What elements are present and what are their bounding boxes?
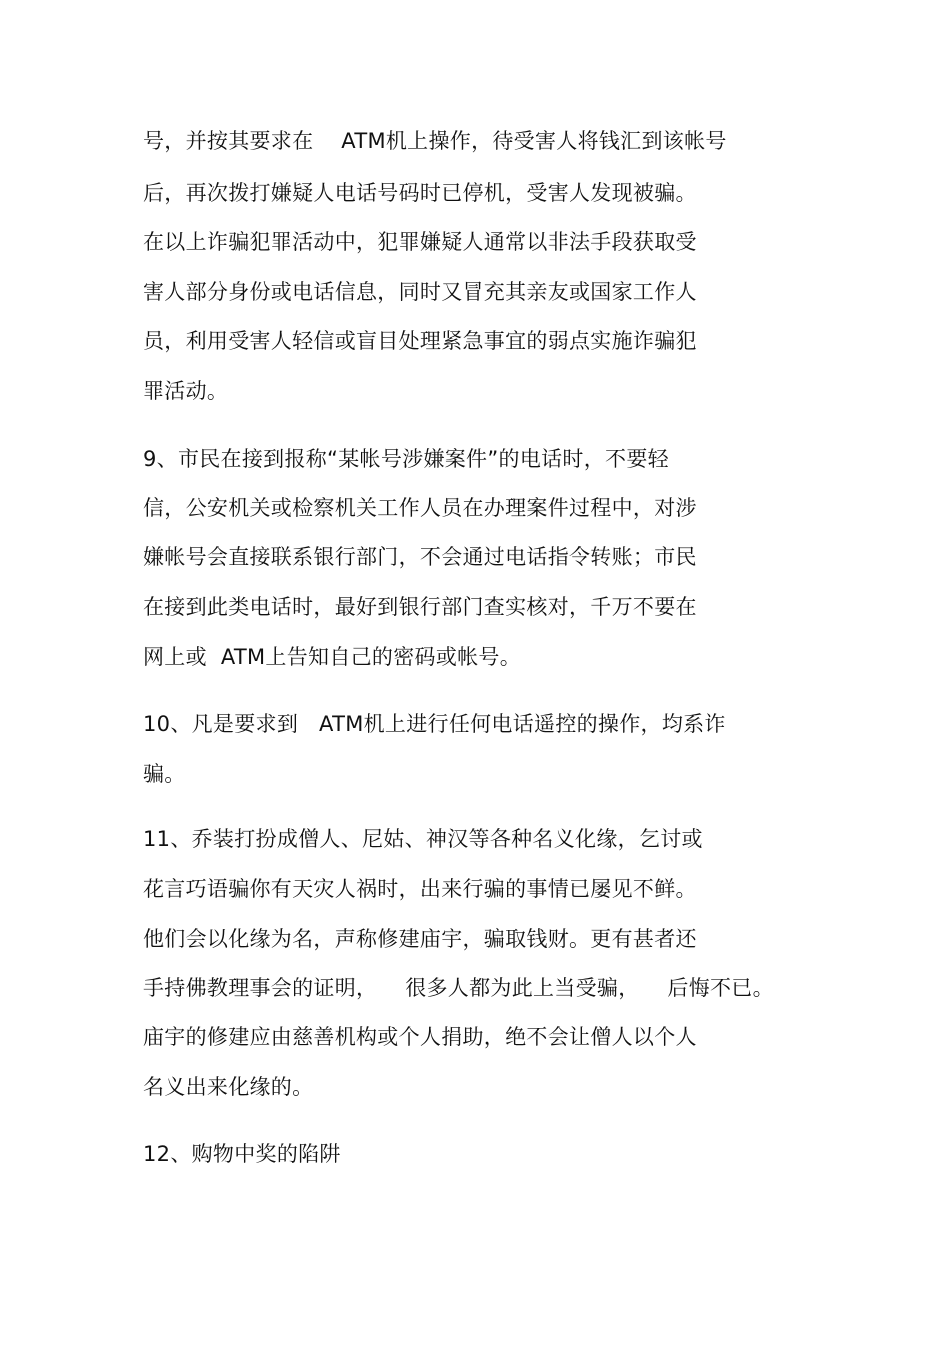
text-line: 11、乔装打扮成僧人、尼姑、神汉等各种名义化缘，乞讨或 [143, 827, 703, 851]
text-line: 名义出来化缘的。 [143, 1075, 314, 1099]
text-line: 罪活动。 [143, 379, 229, 403]
text-line: 在接到此类电话时，最好到银行部门查实核对，千万不要在 [143, 595, 697, 619]
text-line: 他们会以化缘为名，声称修建庙宇，骗取钱财。更有甚者还 [143, 927, 697, 951]
text-line: 信，公安机关或检察机关工作人员在办理案件过程中，对涉 [143, 496, 697, 520]
text-line: 后，再次拨打嫌疑人电话号码时已停机，受害人发现被骗。 [143, 181, 697, 205]
text-line: 害人部分身份或电话信息，同时又冒充其亲友或国家工作人 [143, 280, 697, 304]
text-line: 花言巧语骗你有天灾人祸时，出来行骗的事情已屡见不鲜。 [143, 877, 697, 901]
text-line: 号，并按其要求在 ATM机上操作，待受害人将钱汇到该帐号 [143, 129, 727, 153]
text-line: 手持佛教理事会的证明， 很多人都为此上当受骗， 后悔不已。 [143, 976, 774, 1000]
text-line: 网上或 ATM上告知自己的密码或帐号。 [143, 645, 522, 669]
text-line: 在以上诈骗犯罪活动中，犯罪嫌疑人通常以非法手段获取受 [143, 230, 697, 254]
text-line: 员，利用受害人轻信或盲目处理紧急事宜的弱点实施诈骗犯 [143, 329, 697, 353]
text-line: 骗。 [143, 762, 186, 786]
text-line: 10、凡是要求到 ATM机上进行任何电话遥控的操作，均系诈 [143, 712, 726, 736]
section-heading: 12、购物中奖的陷阱 [143, 1142, 341, 1166]
text-line: 9、市民在接到报称“某帐号涉嫌案件”的电话时，不要轻 [143, 447, 669, 471]
text-line: 嫌帐号会直接联系银行部门，不会通过电话指令转账；市民 [143, 545, 697, 569]
text-line: 庙宇的修建应由慈善机构或个人捐助，绝不会让僧人以个人 [143, 1025, 697, 1049]
